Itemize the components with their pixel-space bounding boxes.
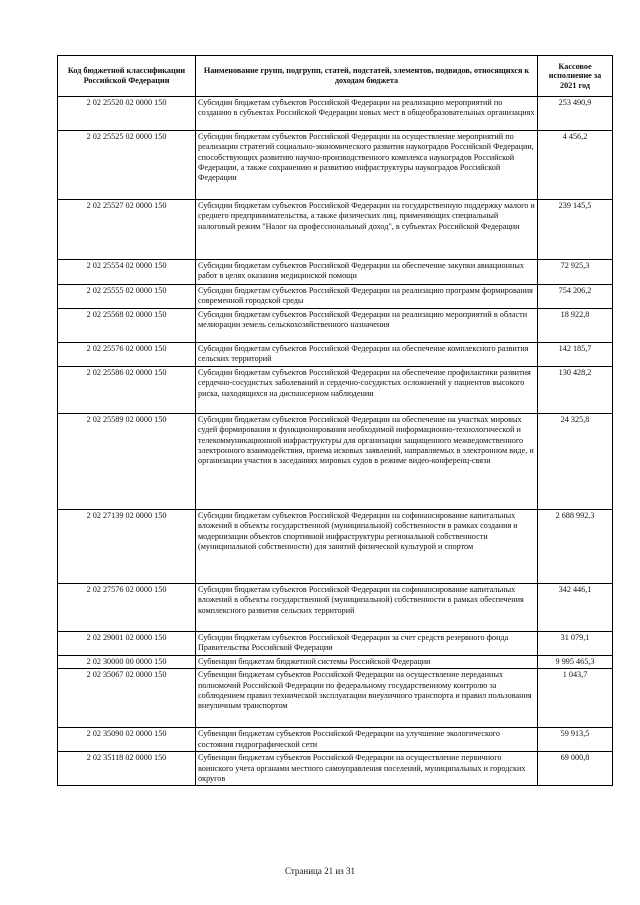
row-name: Субвенции бюджетам субъектов Российской Федерации на осуществление переданных полномочий Российской Федерации по федеральному государственному контролю за соблюдением правил технической эксплуатации внеуличного транспорта и правил пользования внеуличным транспортом [196,669,538,728]
row-code: 2 02 35067 02 0000 150 [58,669,196,728]
table-row [58,728,613,752]
row-amount: 130 428,2 [538,367,613,414]
row-code: 2 02 29001 02 0000 150 [58,632,196,656]
row-name: Субсидии бюджетам субъектов Российской Федерации на реализацию мероприятий по созданию в субъектах Российской Федерации новых мест в общеобразовательных организациях [196,97,538,131]
table-row [58,414,613,510]
page-number: Страница 21 из 31 [285,866,355,876]
row-code: 2 02 25554 02 0000 150 [58,260,196,285]
row-code: 2 02 35118 02 0000 150 [58,752,196,786]
row-amount: 342 446,1 [538,584,613,632]
row-amount: 72 925,3 [538,260,613,285]
row-amount: 253 490,9 [538,97,613,131]
row-name: Субсидии бюджетам субъектов Российской Федерации за счет средств резервного фонда Правительства Российской Федерации [196,632,538,656]
row-name: Субвенции бюджетам бюджетной системы Российской Федерации [196,656,538,669]
table-row [58,752,613,786]
row-code: 2 02 25525 02 0000 150 [58,131,196,200]
table-row [58,669,613,728]
row-name: Субвенции бюджетам субъектов Российской Федерации на улучшение экологического состояния гидрографической сети [196,728,538,752]
row-name: Субсидии бюджетам субъектов Российской Федерации на обеспечение на участках мировых судей формирования и функционирования необходимой информационно-технологической и телекоммуникационной инфраструктуры для организации защищенного межведомственного электронного взаимодействия, приема исковых заявлений, направляемых в электронном виде, и организации участия в заседаниях мировых судов в режиме видео-конференц-связи [196,414,538,510]
row-name: Субсидии бюджетам субъектов Российской Федерации на софинансирование капитальных вложений в объекты государственной (муниципальной) собственности в рамках обеспечения комплексного развития сельских территорий [196,584,538,632]
row-name: Субсидии бюджетам субъектов Российской Федерации на обеспечение профилактики развития сердечно-сосудистых заболеваний и сердечно-сосудистых осложнений у пациентов высокого риска, находящихся на диспансерном наблюдении [196,367,538,414]
row-name: Субвенции бюджетам субъектов Российской Федерации на осуществление первичного воинского учета органами местного самоуправления поселений, муниципальных и городских округов [196,752,538,786]
row-amount: 59 913,5 [538,728,613,752]
row-code: 2 02 25527 02 0000 150 [58,200,196,260]
row-name: Субсидии бюджетам субъектов Российской Федерации на реализацию мероприятий в области мелиорации земель сельскохозяйственного назначения [196,309,538,343]
table-row [58,309,613,343]
row-amount: 239 145,5 [538,200,613,260]
row-code: 2 02 25576 02 0000 150 [58,343,196,367]
table-row [58,343,613,367]
header-name: Наименование групп, подгрупп, статей, подстатей, элементов, подвидов, относящихся к доходам бюджета [196,56,538,97]
row-amount: 24 325,8 [538,414,613,510]
row-code: 2 02 35090 02 0000 150 [58,728,196,752]
table-header-row [58,56,613,97]
row-code: 2 02 27576 02 0000 150 [58,584,196,632]
row-amount: 142 185,7 [538,343,613,367]
row-code: 2 02 25520 02 0000 150 [58,97,196,131]
row-name: Субсидии бюджетам субъектов Российской Федерации на обеспечение комплексного развития сельских территорий [196,343,538,367]
table-row [58,260,613,285]
row-name: Субсидии бюджетам субъектов Российской Федерации на софинансирование капитальных вложений в объекты государственной (муниципальной) собственности в рамках создания и модернизации объектов спортивной инфраструктуры региональной собственности (муниципальной собственности) для занятий физической культурой и спортом [196,510,538,584]
row-code: 2 02 27139 02 0000 150 [58,510,196,584]
table-row [58,285,613,309]
row-amount: 2 688 992,3 [538,510,613,584]
table-row [58,656,613,669]
row-amount: 18 922,8 [538,309,613,343]
row-name: Субсидии бюджетам субъектов Российской Федерации на государственную поддержку малого и среднего предпринимательства, а также физических лиц, применяющих специальный налоговый режим "Налог на профессиональный доход", в субъектах Российской Федерации [196,200,538,260]
table-row [58,632,613,656]
row-amount: 1 043,7 [538,669,613,728]
row-amount: 9 995 465,3 [538,656,613,669]
header-amount: Кассовое исполнение за 2021 год [538,56,613,97]
row-amount: 69 000,8 [538,752,613,786]
row-amount: 754 206,2 [538,285,613,309]
row-code: 2 02 25589 02 0000 150 [58,414,196,510]
row-code: 2 02 30000 00 0000 150 [58,656,196,669]
row-amount: 31 079,1 [538,632,613,656]
table-row [58,584,613,632]
row-code: 2 02 25586 02 0000 150 [58,367,196,414]
table-row [58,510,613,584]
header-code: Код бюджетной классификации Российской Федерации [58,56,196,97]
table-row [58,131,613,200]
table-row [58,97,613,131]
budget-table [57,55,613,786]
table-row [58,200,613,260]
row-name: Субсидии бюджетам субъектов Российской Федерации на осуществление мероприятий по реализации стратегий социально-экономического развития наукоградов Российской Федерации, способствующих развитию научно-производственного комплекса наукоградов Российской Федерации, а также сохранению и развитию инфраструктуры наукоградов Российской Федерации [196,131,538,200]
row-amount: 4 456,2 [538,131,613,200]
row-name: Субсидии бюджетам субъектов Российской Федерации на реализацию программ формирования современной городской среды [196,285,538,309]
row-name: Субсидии бюджетам субъектов Российской Федерации на обеспечение закупки авиационных работ в целях оказания медицинской помощи [196,260,538,285]
table-row [58,367,613,414]
row-code: 2 02 25568 02 0000 150 [58,309,196,343]
row-code: 2 02 25555 02 0000 150 [58,285,196,309]
